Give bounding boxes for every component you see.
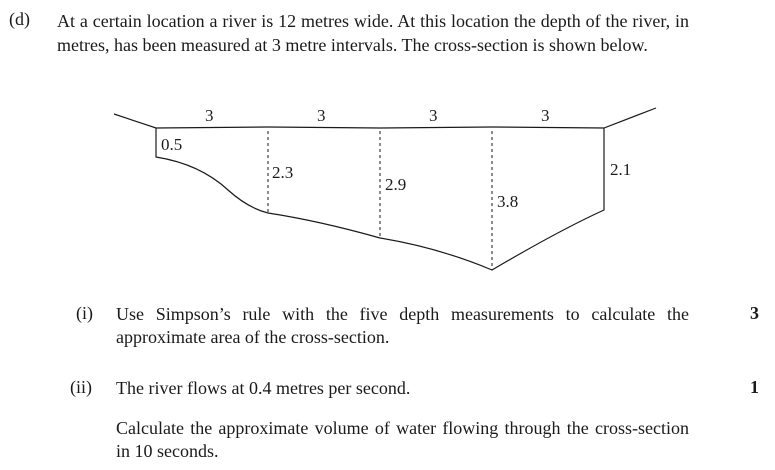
question-i-text: Use Simpson’s rule with the five depth measurements to calculate the approximate area of the cross-section. bbox=[116, 304, 689, 347]
question-ii-number: (ii) bbox=[70, 377, 92, 397]
question-ii-text: The river flows at 0.4 metres per second. bbox=[116, 378, 411, 398]
right-bank bbox=[604, 108, 656, 128]
interval-label-3: 3 bbox=[429, 106, 438, 125]
question-intro: At a certain location a river is 12 metres wide. At this location the depth of the river, in metres, has been measured at 3 metre intervals. The cross-section is shown below. bbox=[57, 11, 689, 55]
depth-label-4: 3.8 bbox=[497, 192, 519, 211]
left-bank bbox=[114, 114, 156, 128]
part-label: (d) bbox=[9, 9, 30, 29]
interval-label-1: 3 bbox=[205, 106, 214, 125]
depth-label-5: 2.1 bbox=[610, 160, 632, 179]
water-surface bbox=[156, 127, 604, 128]
question-i-number: (i) bbox=[76, 303, 93, 323]
question-ii-marks: 1 bbox=[750, 377, 759, 397]
depth-label-2: 2.3 bbox=[272, 163, 294, 182]
interval-label-2: 3 bbox=[317, 106, 326, 125]
depth-label-3: 2.9 bbox=[385, 175, 407, 194]
question-i-marks: 3 bbox=[750, 303, 759, 323]
question-ii-instruction: Calculate the approximate volume of water flowing through the cross-section in 10 seconds. bbox=[116, 418, 689, 461]
depth-label-1: 0.5 bbox=[161, 135, 183, 154]
interval-label-4: 3 bbox=[541, 106, 550, 125]
